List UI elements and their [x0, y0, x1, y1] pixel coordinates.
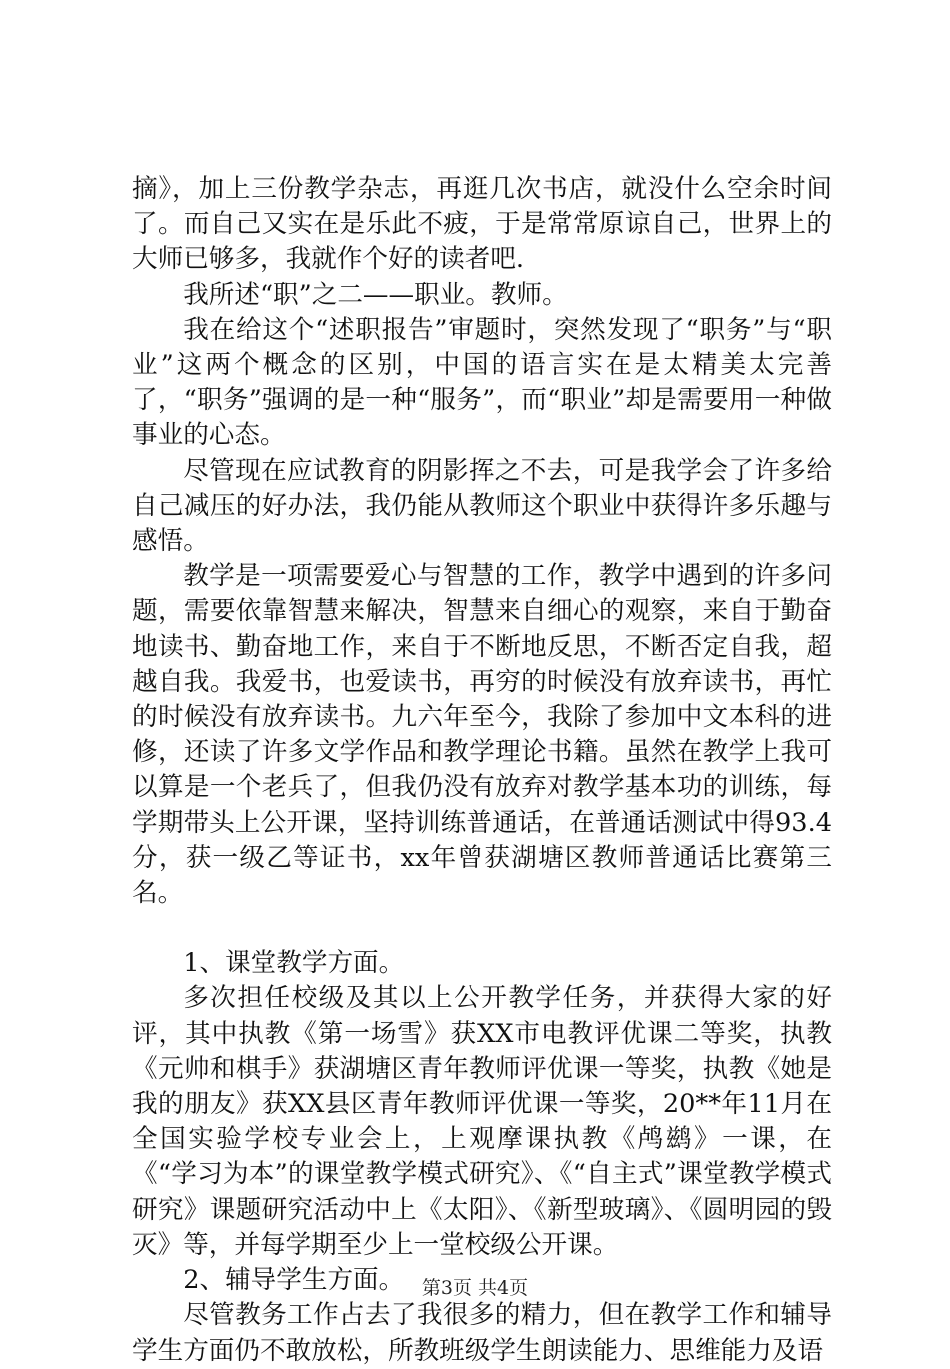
paragraph-student-tutoring: 尽管教务工作占去了我很多的精力，但在教学工作和辅导学生方面仍不敢放松，所教班级学生朗读能力、思维能力及语	[132, 1300, 832, 1366]
paragraph-public-lessons: 多次担任校级及其以上公开教学任务，并获得大家的好评，其中执教《第一场雪》获XX市电教评优课二等奖，执教《元帅和棋手》获湖塘区青年教师评优课一等奖，执教《她是我的朋友》获XX县区青年教师评优课一等奖，20**年11月在全国实验学校专业会上，上观摩课执教《鸬鹚》一课，在《“学习为本”的课堂教学模式研究》、《“自主式”课堂教学模式研究》课题研究活动中上《太阳》、《新型玻璃》、《圆明园的毁灭》等，并每学期至少上一堂校级公开课。	[132, 983, 832, 1260]
page-footer	[0, 1276, 950, 1300]
paragraph-section-heading-profession: 我所述“职”之二——职业。教师。	[183, 279, 568, 310]
document-body	[132, 172, 832, 1369]
paragraph-exam-pressure: 尽管现在应试教育的阴影挥之不去，可是我学会了许多给自己减压的好办法，我仍能从教师这个职业中获得许多乐趣与感悟。	[132, 455, 832, 557]
paragraph-teaching-wisdom: 教学是一项需要爱心与智慧的工作，教学中遇到的许多问题，需要依靠智慧来解决，智慧来自细心的观察，来自于勤奋地读书、勤奋地工作，来自于不断地反思，不断否定自我，超越自我。我爱书，也爱读书，再穷的时候没有放弃读书，再忙的时候没有放弃读书。九六年至今，我除了参加中文本科的进修，还读了许多文学作品和教学理论书籍。虽然在教学上我可以算是一个老兵了，但我仍没有放弃对教学基本功的训练，每学期带头上公开课，坚持训练普通话，在普通话测试中得93.4分，获一级乙等证书，xx年曾获湖塘区教师普通话比赛第三名。	[132, 561, 832, 909]
paragraph-duty-vs-profession: 我在给这个“述职报告”审题时，突然发现了“职务”与“职业”这两个概念的区别，中国的语言实在是太精美太完善了，“职务”强调的是一种“服务”，而“职业”却是需要用一种做事业的心态。	[132, 314, 832, 451]
paragraph-heading-student-tutoring: 2、辅导学生方面。	[183, 1265, 405, 1296]
paragraph-heading-classroom-teaching: 1、课堂教学方面。	[183, 948, 405, 979]
page-number-label: 第3页 共4页	[421, 1277, 529, 1299]
paragraph-continuation: 摘》，加上三份教学杂志，再逛几次书店，就没什么空余时间了。而自己又实在是乐此不疲，于是常常原谅自己，世界上的大师已够多，我就作个好的读者吧.	[132, 174, 832, 275]
